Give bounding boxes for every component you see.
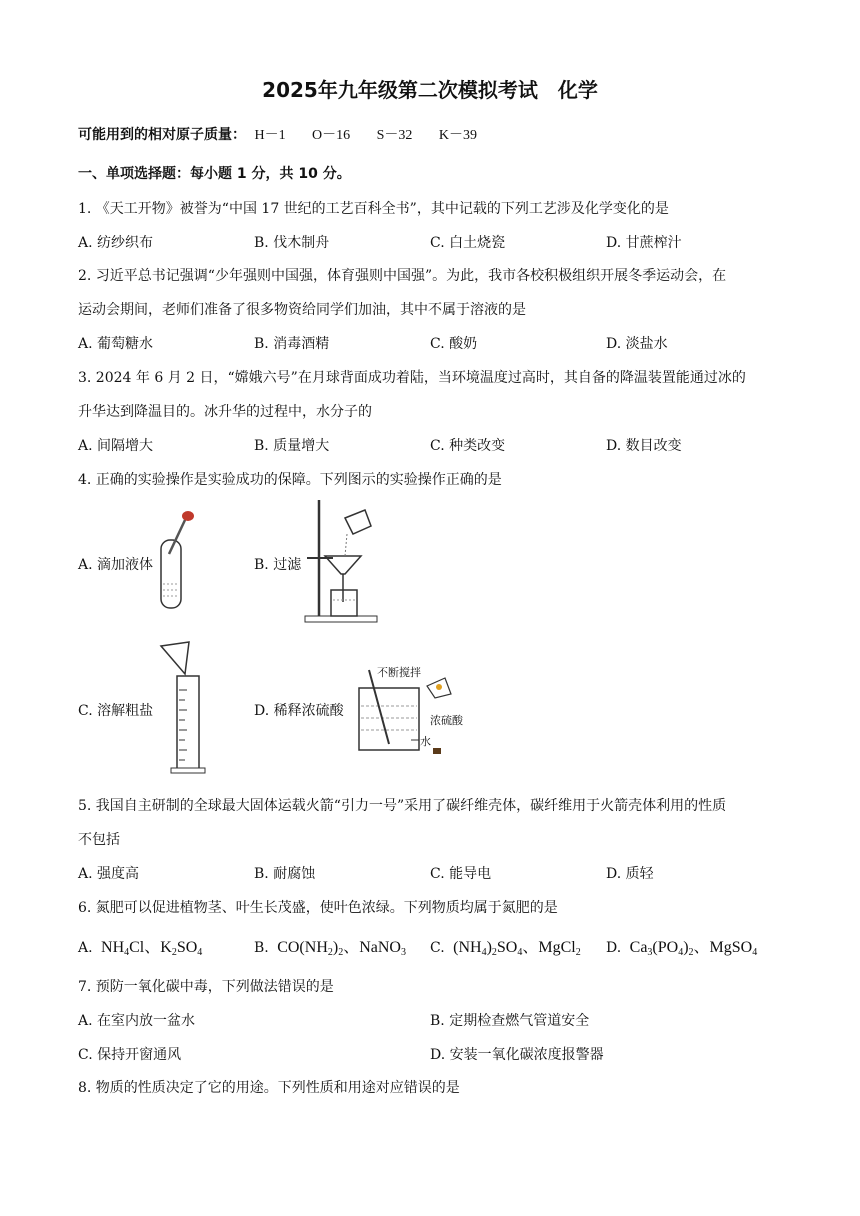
question-8-stem: 8. 物质的性质决定了它的用途。下列性质和用途对应错误的是 xyxy=(78,1080,460,1096)
question-5-option-c[interactable]: C. 能导电 xyxy=(430,866,492,882)
question-7-option-b[interactable]: B. 定期检查燃气管道安全 xyxy=(430,1013,590,1029)
filtration-apparatus-image xyxy=(305,500,385,625)
formula-urea-nano3: $CO(NH_2)_2$、NaNO$_3$ xyxy=(273,939,406,958)
formula-nh4cl-k2so4: $NH_4Cl$、$K_2SO_4$ xyxy=(97,939,203,958)
question-2-stem-line2: 运动会期间，老师们准备了很多物资给同学们加油，其中不属于溶液的是 xyxy=(78,302,526,318)
formula-ca3po42-mgso4: $Ca_3(PO_4)_2$、MgSO$_4$ xyxy=(625,939,758,958)
option-d-letter: D. xyxy=(606,940,622,956)
question-5-option-b[interactable]: B. 耐腐蚀 xyxy=(254,866,316,882)
question-6-option-b[interactable] xyxy=(254,934,406,958)
question-2-stem-line1: 2. 习近平总书记强调“少年强则中国强，体育强则中国强”。为此，我市各校积极组织开展冬季运动会，在 xyxy=(78,268,727,284)
atomic-mass-line xyxy=(78,124,477,144)
graduated-cylinder-image xyxy=(155,640,215,775)
page-title: 2025年九年级第二次模拟考试 化学 xyxy=(262,78,598,102)
question-7-stem: 7. 预防一氧化碳中毒，下列做法错误的是 xyxy=(78,979,334,995)
question-3-stem-line1: 3. 2024 年 6 月 2 日，“嫦娥六号”在月球背面成功着陆，当环境温度过高时，其自备的降温装置能通过冰的 xyxy=(78,370,746,386)
question-7-option-c[interactable]: C. 保持开窗通风 xyxy=(78,1047,182,1063)
dropper-test-tube-image xyxy=(155,510,205,610)
question-7-option-d[interactable]: D. 安装一氧化碳浓度报警器 xyxy=(430,1047,604,1063)
question-4-stem: 4. 正确的实验操作是实验成功的保障。下列图示的实验操作正确的是 xyxy=(78,472,502,488)
question-1-option-b[interactable]: B. 伐木制舟 xyxy=(254,235,330,251)
question-3-option-c[interactable]: C. 种类改变 xyxy=(430,438,506,454)
stir-label: 不断搅拌 xyxy=(377,666,421,679)
option-a-letter: A. xyxy=(78,940,93,956)
question-3-option-a[interactable]: A. 间隔增大 xyxy=(78,438,154,454)
question-6-option-d[interactable] xyxy=(606,934,757,958)
water-label: 水 xyxy=(420,735,431,748)
question-6-stem: 6. 氮肥可以促进植物茎、叶生长茂盛，使叶色浓绿。下列物质均属于氮肥的是 xyxy=(78,900,558,916)
question-6-option-a[interactable] xyxy=(78,934,202,958)
atomic-mass-h: H－1 xyxy=(254,128,286,143)
atomic-mass-label: 可能用到的相对原子质量： xyxy=(78,127,246,143)
acid-label: 浓硫酸 xyxy=(430,714,463,727)
question-4-option-c[interactable]: C. 溶解粗盐 xyxy=(78,703,154,719)
question-3-option-d[interactable]: D. 数目改变 xyxy=(606,438,682,454)
question-4-option-a[interactable]: A. 滴加液体 xyxy=(78,557,154,573)
question-1-option-a[interactable]: A. 纺纱织布 xyxy=(78,235,154,251)
section-heading: 一、单项选择题：每小题 1 分，共 10 分。 xyxy=(78,166,351,182)
question-4-option-d[interactable]: D. 稀释浓硫酸 xyxy=(254,703,344,719)
question-5-option-a[interactable]: A. 强度高 xyxy=(78,866,140,882)
question-5-stem-line2: 不包括 xyxy=(78,832,120,848)
question-2-option-a[interactable]: A. 葡萄糖水 xyxy=(78,336,154,352)
atomic-mass-o: O－16 xyxy=(312,128,351,143)
question-3-option-b[interactable]: B. 质量增大 xyxy=(254,438,330,454)
question-5-option-d[interactable]: D. 质轻 xyxy=(606,866,654,882)
option-c-letter: C. xyxy=(430,940,445,956)
question-2-option-d[interactable]: D. 淡盐水 xyxy=(606,336,668,352)
question-6-option-c[interactable] xyxy=(430,934,581,958)
question-1-stem: 1. 《天工开物》被誉为“中国 17 世纪的工艺百科全书”，其中记载的下列工艺涉及化学变化的是 xyxy=(78,201,669,217)
question-1-option-d[interactable]: D. 甘蔗榨汁 xyxy=(606,235,682,251)
question-1-option-c[interactable]: C. 白土烧瓷 xyxy=(430,235,506,251)
formula-nh42so4-mgcl2: $(NH_4)_2SO_4$、MgCl$_2$ xyxy=(449,939,581,958)
question-4-option-b[interactable]: B. 过滤 xyxy=(254,557,302,573)
question-3-stem-line2: 升华达到降温目的。冰升华的过程中，水分子的 xyxy=(78,404,372,420)
option-b-letter: B. xyxy=(254,940,269,956)
question-2-option-b[interactable]: B. 消毒酒精 xyxy=(254,336,330,352)
question-2-option-c[interactable]: C. 酸奶 xyxy=(430,336,478,352)
atomic-mass-k: K－39 xyxy=(438,128,477,143)
question-5-stem-line1: 5. 我国自主研制的全球最大固体运载火箭“引力一号”采用了碳纤维壳体，碳纤维用于火箭壳体利用的性质 xyxy=(78,798,727,814)
atomic-mass-s: S－32 xyxy=(376,128,413,143)
question-7-option-a[interactable]: A. 在室内放一盆水 xyxy=(78,1013,196,1029)
